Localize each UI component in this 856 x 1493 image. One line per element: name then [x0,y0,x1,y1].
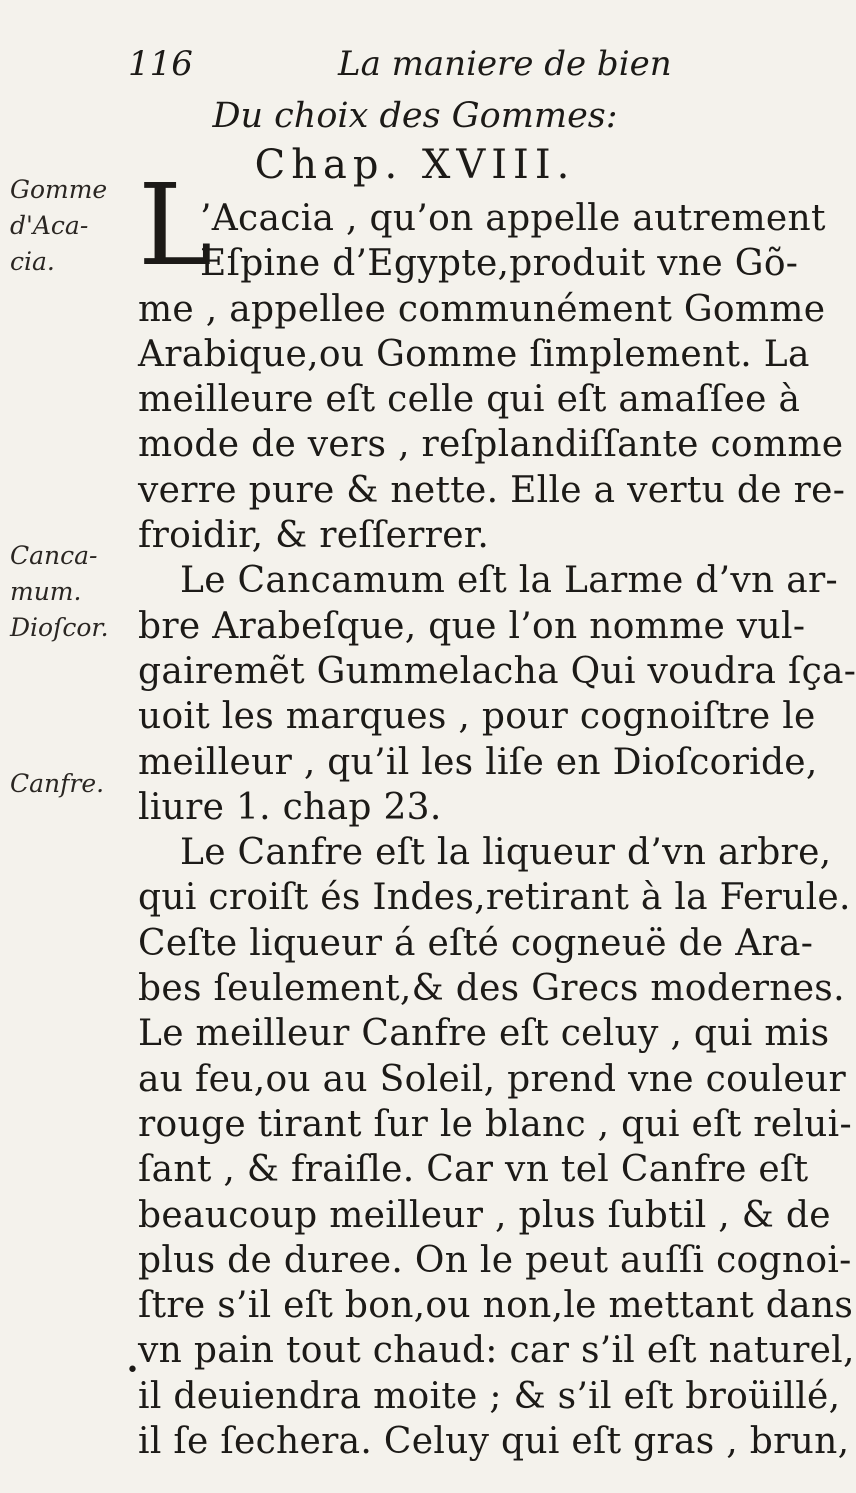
margin-note-gomme-acacia: Gomme d'Aca-cia. [10,175,108,276]
body-text [138,196,856,1464]
text-line: ’Acacia , qu’on appelle autrement [200,198,826,239]
text-line: meilleur , qu’il les liſe en Dioſcoride, [138,741,818,783]
text-line: uoit les marques , pour cognoiſtre le [138,696,816,738]
text-line: me , appellee communément Gomme [138,288,826,330]
page-number: 116 [128,44,193,84]
text-line: beaucoup meilleur , plus ſubtil , & de [138,1194,831,1236]
text-line: plus de duree. On le peut auſſi cognoi- [138,1239,852,1281]
drop-cap: L [138,161,213,291]
text-line: ſtre s’il eſt bon,ou non,le mettant dans [138,1285,854,1327]
text-line: meilleure eſt celle qui eſt amaſſee à [138,379,801,421]
text-line: bes ſeulement,& des Grecs modernes. [138,968,845,1010]
text-line: au feu,ou au Soleil, prend vne couleur [138,1058,846,1100]
text-line: Le Cancamum eſt la Larme d’vn ar- [180,560,838,602]
margin-note-canfre: Canfre. [10,769,105,798]
text-line: ſant , & fraiſle. Car vn tel Canfre eſt [138,1149,809,1191]
text-line: il ſe ſechera. Celuy qui eſt gras , brun, [138,1421,850,1463]
text-line: bre Arabeſque, que l’on nomme vul- [138,605,806,647]
text-line: Le Canfre eſt la liqueur d’vn arbre, [180,832,832,874]
section-title: Du choix des Gommes: [212,96,618,136]
margin-note-dioscor: Dioſcor. [10,613,109,642]
text-line: qui croiſt és Indes,retirant à la Ferule. [138,877,851,919]
running-title: La maniere de bien [338,44,672,84]
text-line: vn pain tout chaud: car s’il eſt naturel, [138,1330,855,1372]
text-line: gairemẽt Gummelacha Qui voudra ſça- [138,650,856,692]
chapter-heading: Chap. XVIII. [254,142,576,188]
running-head [128,44,728,94]
text-line: Eſpine d’Egypte,produit vne Gõ- [200,243,799,285]
text-line: Le meilleur Canfre eſt celuy , qui mis [138,1013,830,1055]
text-line: mode de vers , reſplandiſſante comme [138,424,844,466]
text-line: Ceſte liqueur á eſté cogneuë de Ara- [138,922,814,964]
text-line: il deuiendra moite ; & s’il eſt broüillé, [138,1375,841,1417]
text-line: liure 1. chap 23. [138,786,442,828]
text-line: verre pure & nette. Elle a vertu de re- [138,469,846,511]
text-line: froidir, & reſſerrer. [138,515,490,557]
text-line: Arabique,ou Gomme ſimplement. La [138,333,810,375]
stray-ink-mark: • [126,1358,139,1383]
text-line: rouge tirant ſur le blanc , qui eſt relui- [138,1103,852,1145]
margin-note-cancamum: Canca-mum. [10,541,98,606]
